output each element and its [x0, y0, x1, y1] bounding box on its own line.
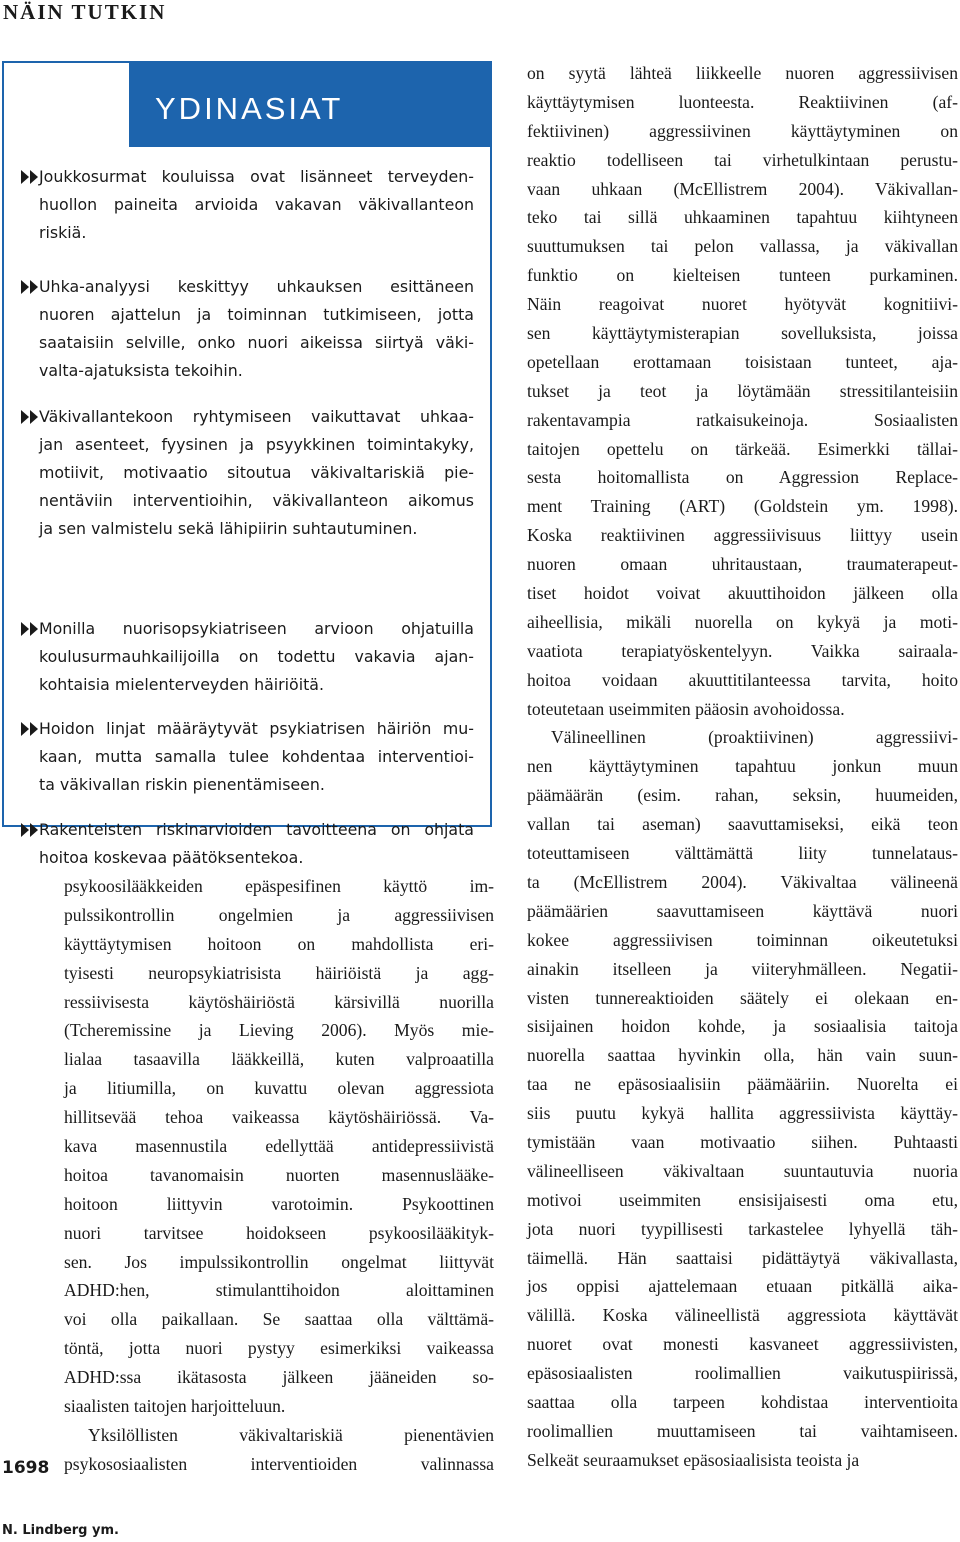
right-column-text: [527, 59, 958, 1475]
text-line: Yksilöllisten väkivaltariskiä pienentävien: [88, 1424, 494, 1445]
text-line: psykoosilääkkeiden epäspesifinen käyttö im-: [64, 876, 494, 896]
text-line: ADHD:hen, stimulanttihoidon aloittaminen: [64, 1280, 494, 1301]
text-line: tukset ja teot ja löytämään stressitilanteisiin: [527, 380, 958, 401]
double-chevron-right-icon: [21, 410, 39, 424]
text-line: vaatiota terapiatyöskentelyyn. Vaikka sairaala-: [527, 640, 958, 661]
text-line: epäsosiaalisten roolimallien vaikutuspiirissä,: [527, 1363, 958, 1384]
text-line: motivoi useimmiten ensisijaisesti oma etu,: [527, 1189, 958, 1210]
text-line: välillä. Koska välineellistä aggressiota käyttävät: [527, 1305, 958, 1326]
author-footer: N. Lindberg ym.: [2, 1523, 119, 1538]
key-point-line: hoitoa koskevaa päätöksentekoa.: [39, 848, 304, 867]
text-line: käyttäytymisen luonteesta. Reaktiivinen (af-: [527, 91, 958, 112]
text-line: opetellaan erottamaan toisistaan tunteet, aja-: [527, 351, 958, 372]
double-chevron-right-icon: [21, 280, 39, 294]
key-point-line: valta-ajatuksista tekoihin.: [39, 361, 243, 380]
key-point-line: Hoidon linjat määräytyvät psykiatrisen häiriön mu-: [39, 719, 474, 738]
key-point-line: ja sen valmistelu sekä lähipiirin suhtautuminen.: [39, 519, 418, 538]
text-line: toteuttamiseen välttämättä liity tunnelataus-: [527, 843, 958, 864]
text-line: siis puutu kykyä hallita aggressiivista käyttäy-: [527, 1103, 958, 1124]
text-line: voi olla paikallaan. Se saattaa olla välttämä-: [64, 1309, 494, 1330]
text-line: nuoret ovat monesti kasvaneet aggressiivisten,: [527, 1334, 958, 1355]
text-line: reaktio todelliseen tai virhetulkintaan perustu-: [527, 149, 958, 170]
text-line: ressiivisesta käytöshäiriöstä kärsivillä nuorilla: [64, 991, 494, 1012]
key-point-line: jan asenteet, fyysinen ja psyykkinen toimintakyky,: [39, 435, 474, 454]
text-line: visten tunnereaktioiden säätely ei olekaan en-: [527, 987, 958, 1008]
text-line: taitojen opettelu on tärkeää. Esimerkki tällai-: [527, 438, 958, 459]
key-points-box: [2, 61, 492, 867]
text-line: välineelliseen väkivaltaan suuntautuvia nuoria: [527, 1160, 958, 1181]
key-point-line: Joukkosurmat kouluissa ovat lisänneet terveyden-: [39, 167, 474, 186]
text-line: Näin reagoivat nuoret hyötyvät kognitiivi-: [527, 294, 958, 315]
text-line: pulssikontrollin ongelmien ja aggressiivisen: [64, 904, 494, 925]
text-line: tiset hoidot voivat akuuttihoidon jälkeen olla: [527, 583, 958, 604]
text-line: ta (McEllistrem 2004). Väkivaltaa välineenä: [527, 871, 958, 892]
text-line: nuori tarvitsee hoidokseen psykoosilääkityk-: [64, 1222, 494, 1243]
key-points-title-bar: [129, 63, 490, 147]
double-chevron-right-icon: [21, 722, 39, 736]
key-point-line: ta väkivallan riskin pienentämiseen.: [39, 775, 325, 794]
text-line: päämäärien saavuttamiseen käyttävä nuori: [527, 900, 958, 921]
text-line: kava masennustila edellyttää antidepressiivistä: [64, 1136, 494, 1157]
text-line: hillitsevää tehoa vaikeassa käytöshäiriössä. Va-: [64, 1107, 494, 1128]
text-line: nen käyttäytyminen tapahtuu jonkun muun: [527, 756, 958, 777]
text-line: on syytä lähteä liikkeelle nuoren aggressiivisen: [527, 63, 958, 83]
text-line: hoitoon liittyvin varotoimin. Psykoottinen: [64, 1193, 494, 1214]
text-line: jota nuori tyypillisesti tarkastelee lyhyellä täh-: [527, 1218, 958, 1239]
text-line: töntä, jotta nuori pystyy esimerkiksi vaikeassa: [64, 1338, 494, 1359]
text-line: Välineellinen (proaktiivinen) aggressiivi-: [551, 727, 958, 748]
double-chevron-right-icon: [21, 170, 39, 184]
text-line: funktio on kielteisen tunteen purkaminen.: [527, 265, 958, 286]
key-point-line: koulusurmauhkailijoilla on todettu vakavia ajan-: [39, 647, 474, 666]
text-line: käyttäytymisen hoitoon on mahdollista eri-: [64, 933, 494, 954]
key-point-line: Monilla nuorisopsykiatriseen arvioon ohjatuilla: [39, 619, 474, 638]
text-line: sesta hoitomallista on Aggression Replace-: [527, 467, 958, 488]
text-line: jos oppisi ajattelemaan etuaan pitkällä aika-: [527, 1276, 958, 1297]
text-line: psykososiaalisten interventioiden valinnassa: [64, 1453, 494, 1474]
text-line: Koska reaktiivinen aggressiivisuus liittyy usein: [527, 525, 958, 546]
text-line: nuoren omaan uhritaustaan, traumaterapeut-: [527, 554, 958, 575]
text-line: ADHD:ssa ikätasosta jälkeen jääneiden so-: [64, 1367, 494, 1388]
text-line: sisijainen hoidon kohde, ja sosiaalisia taitoja: [527, 1016, 958, 1037]
text-line: siaalisten taitojen harjoitteluun.: [64, 1396, 286, 1417]
text-line: ment Training (ART) (Goldstein ym. 1998).: [527, 496, 958, 517]
text-line: ainakin itselleen ja viiteryhmälleen. Negatii-: [527, 958, 958, 979]
key-points-title: YDINASIAT: [155, 91, 344, 126]
text-line: täimellä. Hän saattaisi pidättäytyä väkivallasta,: [527, 1247, 958, 1268]
text-line: Selkeät seuraamukset epäsosiaalisista teoista ja: [527, 1449, 860, 1470]
page-number: 1698: [2, 1458, 50, 1478]
text-line: toteutetaan useimmiten pääosin avohoidossa.: [527, 698, 845, 719]
text-line: taa ne epäsosiaalisiin päämääriin. Nuorelta ei: [527, 1074, 958, 1095]
key-point-line: kohtaisia mielenterveyden häiriöitä.: [39, 675, 324, 694]
text-line: hoitoa voidaan akuuttitilanteessa tarvita, hoito: [527, 669, 958, 690]
section-header: NÄIN TUTKIN: [3, 0, 167, 24]
text-line: (Tcheremissine ja Lieving 2006). Myös mie-: [64, 1020, 494, 1041]
text-line: saattaa olla tarpeen kohdistaa interventioita: [527, 1391, 958, 1412]
text-line: roolimallien muuttamiseen tai vaihtamiseen.: [527, 1420, 958, 1441]
text-line: sen käyttäytymisterapian sovelluksista, joissa: [527, 323, 958, 344]
key-point-line: Väkivallantekoon ryhtymiseen vaikuttavat uhkaa-: [39, 407, 474, 426]
key-point-line: Rakenteisten riskinarvioiden tavoitteena on ohjata: [39, 820, 474, 839]
text-line: kokee aggressiivisen toiminnan oikeutetuksi: [527, 929, 958, 950]
text-line: sen. Jos impulssikontrollin ongelmat liittyvät: [64, 1251, 494, 1272]
key-point-line: kaan, mutta samalla tulee kohdentaa interventioi-: [39, 747, 474, 766]
text-line: rakentavampia ratkaisukeinoja. Sosiaalisten: [527, 409, 958, 430]
key-point-line: riskiä.: [39, 223, 87, 242]
double-chevron-right-icon: [21, 823, 39, 837]
text-line: teko tai sillä uhkaaminen tapahtuu kiihtyneen: [527, 207, 958, 228]
text-line: vaan uhkaan (McEllistrem 2004). Väkivallan-: [527, 178, 958, 199]
text-line: lialaa tasaavilla lääkkeillä, kuten valproaatilla: [64, 1049, 494, 1070]
double-chevron-right-icon: [21, 622, 39, 636]
text-line: nuorella saattaa hyvinkin olla, hän vain suun-: [527, 1045, 958, 1066]
text-line: tymistään vaan motivaatio siihen. Puhtaasti: [527, 1131, 958, 1152]
text-line: hoitoa tavanomaisin nuorten masennuslääke-: [64, 1164, 494, 1185]
key-point-line: nentäviin interventioihin, väkivallanteon aikomus: [39, 491, 474, 510]
key-point-line: motiivit, motivaatio sitoutua väkivaltariskiä pie-: [39, 463, 474, 482]
left-column-text: [64, 872, 494, 1479]
key-point-line: Uhka-analyysi keskittyy uhkauksen esittäneen: [39, 277, 474, 296]
key-point-line: nuoren ajattelun ja toiminnan tutkimiseen, jotta: [39, 305, 474, 324]
text-line: päämäärän (esim. rahan, seksin, huumeiden,: [527, 785, 958, 806]
text-line: vallan tai aseman) saavuttamiseksi, eikä teon: [527, 814, 958, 835]
text-line: tyisesti neuropsykiatrisista häiriöistä ja agg-: [64, 962, 494, 983]
text-line: fektiivinen) aggressiivinen käyttäytyminen on: [527, 120, 958, 141]
text-line: suuttumuksen tai pelon vallassa, ja väkivallan: [527, 236, 958, 257]
key-point-line: saataisiin selville, onko nuori aikeissa siirtyä väki-: [39, 333, 474, 352]
key-point-line: huollon paineita arvioida vakavan väkivallanteon: [39, 195, 474, 214]
text-line: aiheellisia, mikäli nuorella on kykyä ja moti-: [527, 611, 958, 632]
text-line: ja litiumilla, on kuvattu olevan aggressiota: [64, 1078, 494, 1099]
